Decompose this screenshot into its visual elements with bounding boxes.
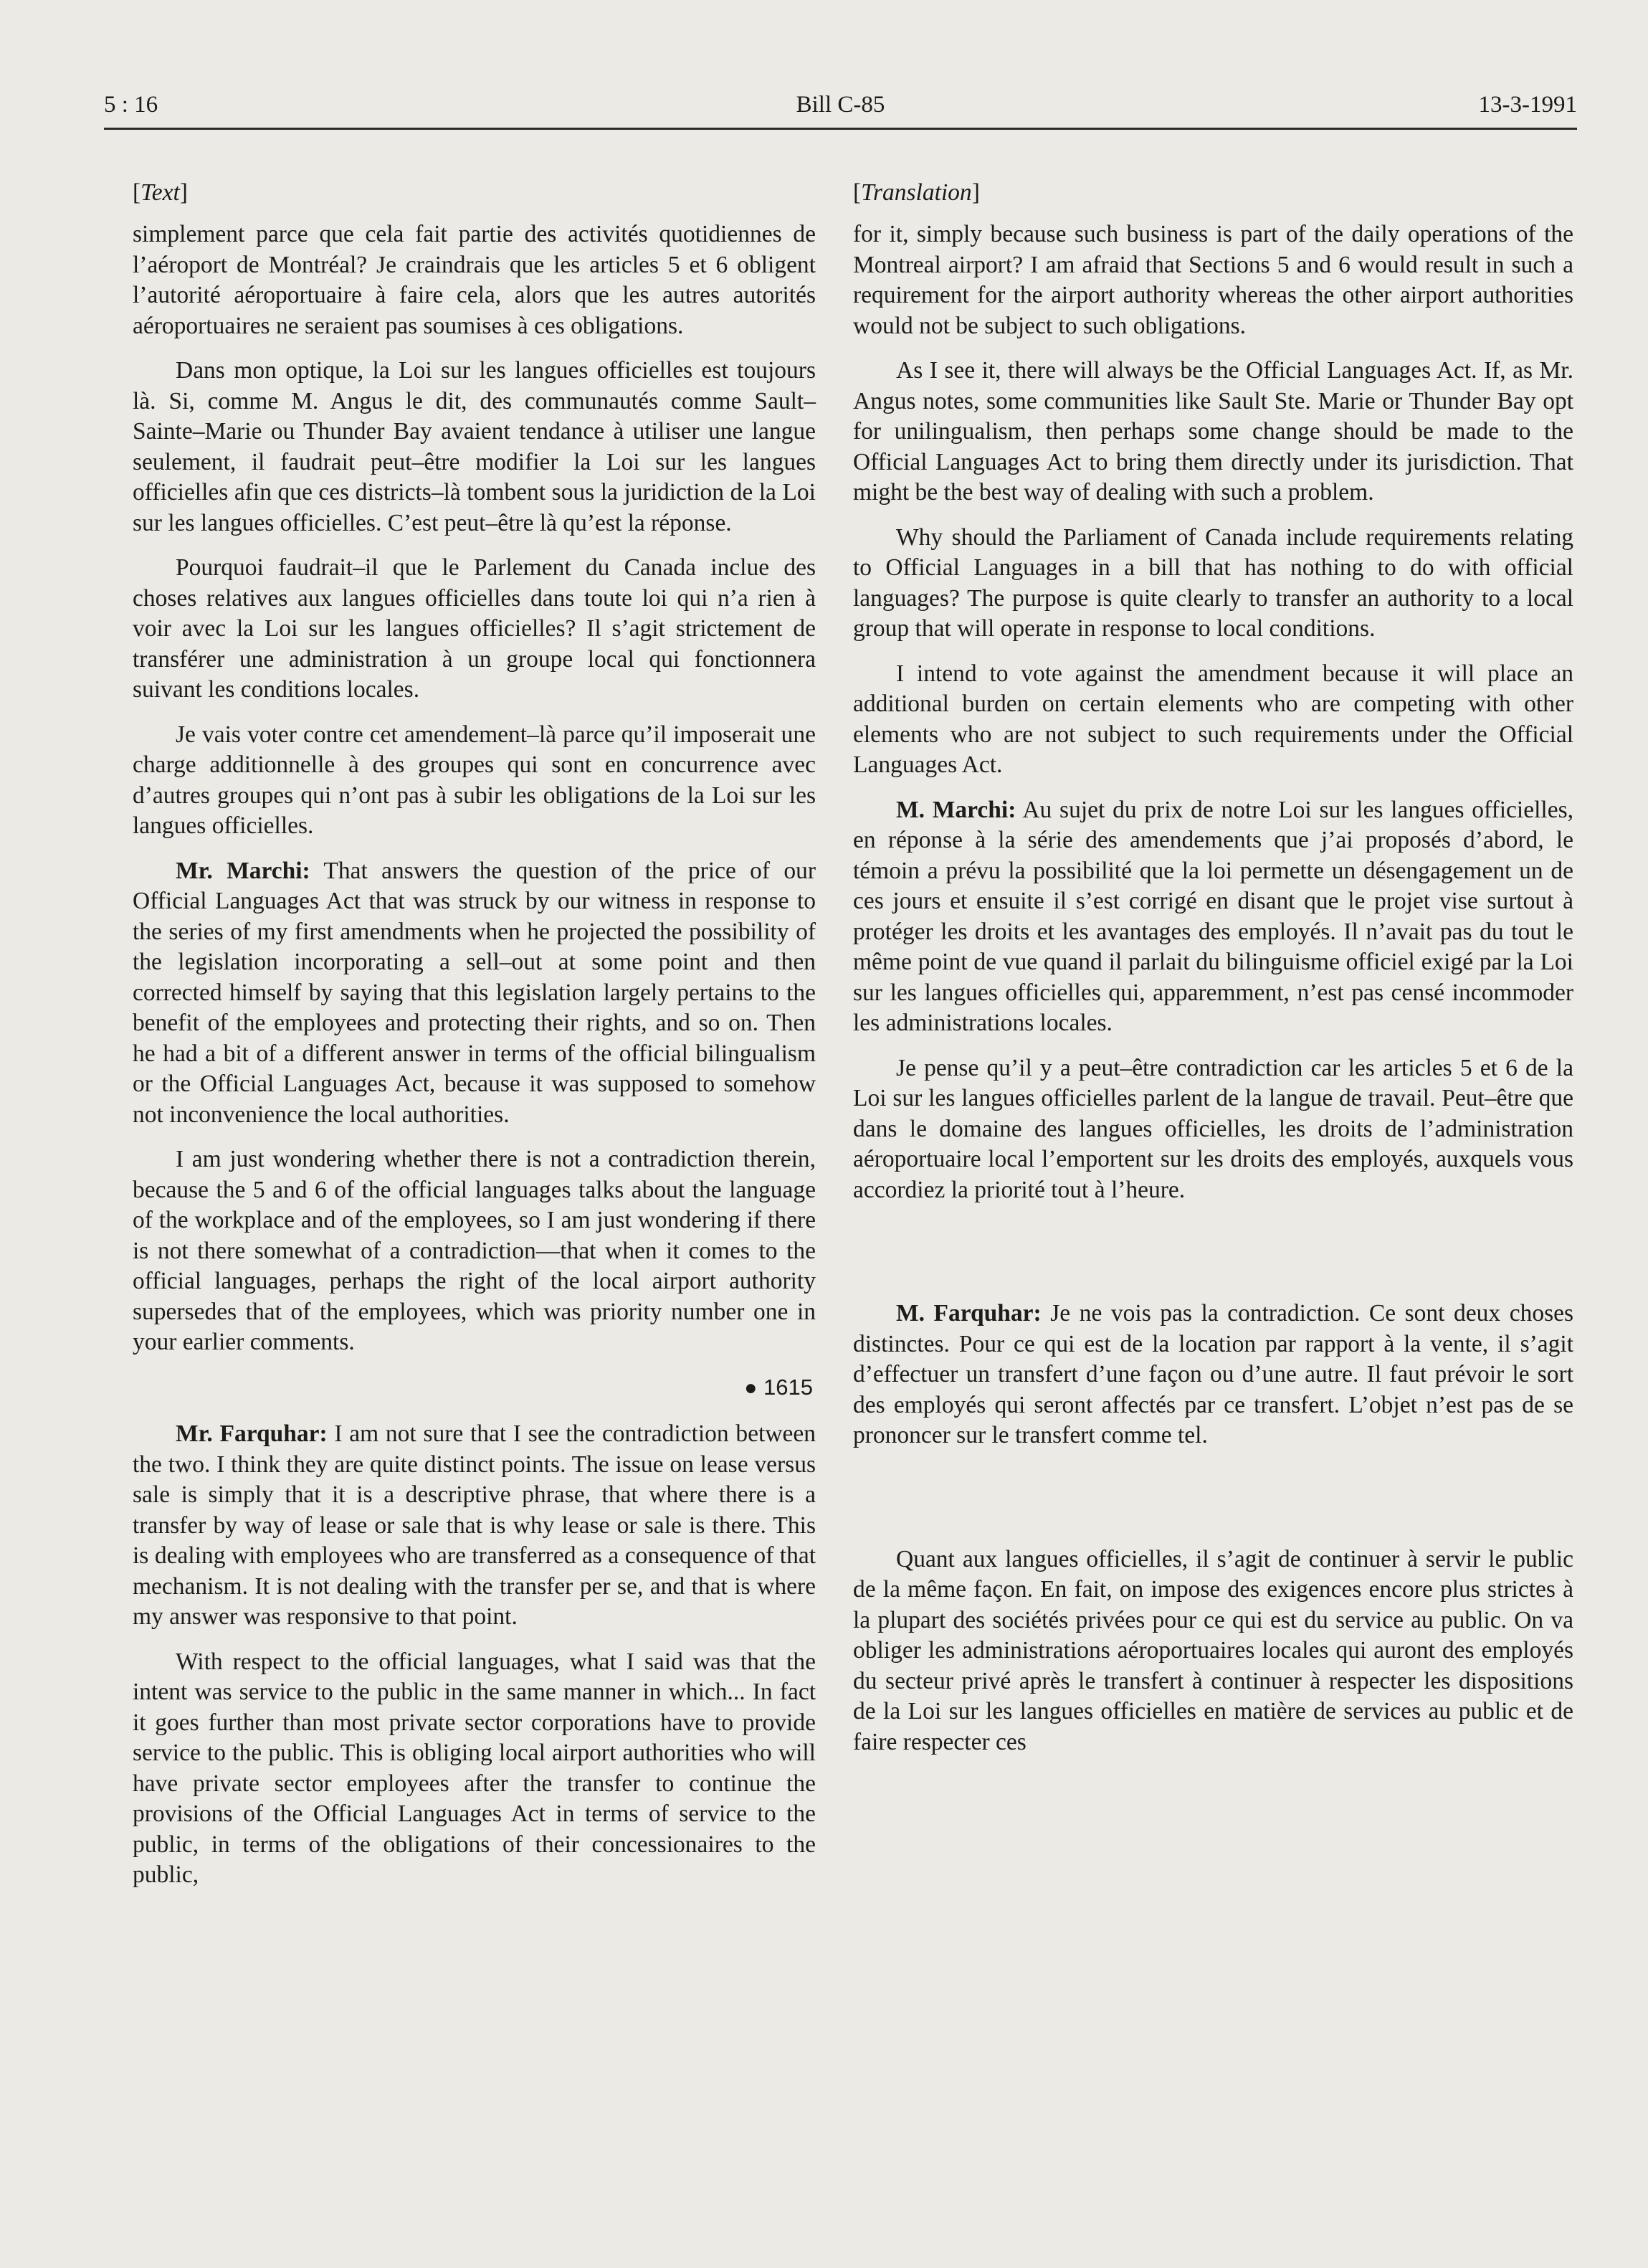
page-header (104, 85, 1577, 130)
speaker-paragraph: M. Marchi: Au sujet du prix de notre Loi sur les langues officielles, en réponse à la série des amendements que j’ai proposés d’abord, le témoin a prévu la possibilité que la loi permette un désengagement un de ces jours et ensuite il s’est corrigé en disant que le projet vise surtout à protéger les droits et les avantages des employés. Il n’avait pas du tout le même point de vue quand il parlait du bilinguisme officiel exigé par la Loi sur les langues officielles qui, apparemment, n’est pas censé incommoder les administrations locales. (853, 796, 1573, 1036)
speaker-name: Mr. Marchi: (176, 857, 310, 884)
page-number: 5 : 16 (104, 92, 158, 118)
paragraph: Why should the Parliament of Canada include requirements relating to Official Languages in a bill that has nothing to do with official languages? The purpose is quite clearly to transfer an authority to a local group that will operate in response to local conditions. (853, 523, 1573, 642)
paragraph: Dans mon optique, la Loi sur les langues officielles est toujours là. Si, comme M. Angus le dit, des communautés comme Sault–Sainte–Marie ou Thunder Bay avaient tendance à utiliser une langue seulement, il faudrait peut–être modifier la Loi sur les langues officielles afin que ces districts–là tombent sous la juridiction de la Loi sur les langues officielles. C’est peut–être là qu’est la réponse. (133, 357, 816, 536)
paragraph: Pourquoi faudrait–il que le Parlement du Canada inclue des choses relatives aux langues officielles dans toute loi qui n’a rien à voir avec la Loi sur les langues officielles? Il s’agit strictement de transférer une administration à un groupe local qui fonctionnera suivant les conditions locales. (133, 554, 816, 703)
column-label: [Text] (133, 179, 188, 206)
paragraph: for it, simply because such business is part of the daily operations of the Montreal airport? I am afraid that Sections 5 and 6 would result in such a requirement for the airport authority whereas the other airport authorities would not be subject to such obligations. (853, 221, 1573, 339)
left-column-text (133, 178, 816, 1905)
speaker-name: M. Farquhar: (896, 1300, 1042, 1327)
paragraph: As I see it, there will always be the Official Languages Act. If, as Mr. Angus notes, some communities like Sault Ste. Marie or Thunder Bay opt for unilingualism, then perhaps some change should be made to the Official Languages Act to bring them directly under its jurisdiction. That might be the best way of dealing with such a problem. (853, 357, 1573, 506)
paragraph: With respect to the official languages, what I said was that the intent was service to the public in the same manner in which... In fact it goes further than most private sector corporations have to provide service to the public. This is obliging local airport authorities who will have private sector employees after the transfer to continue the provisions of the Official Languages Act in terms of service to the public, in terms of the obligations of their concessionaires to the public, (133, 1648, 816, 1888)
column-label: [Translation] (853, 179, 980, 206)
sitting-date: 13-3-1991 (1478, 92, 1577, 118)
time-stamp: ● 1615 (744, 1374, 813, 1400)
speaker-name: M. Marchi: (896, 796, 1016, 823)
speaker-paragraph: Mr. Marchi: That answers the question of the price of our Official Languages Act that was struck by our witness in response to the series of my first amendments when he projected the possibility of the legislation incorporating a sell–out at some point and then corrected himself by saying that this legislation largely pertains to the benefit of the employees and protecting their rights, and so on. Then he had a bit of a different answer in terms of the official bilingualism or the Official Languages Act, because it was supposed to somehow not inconvenience the local authorities. (133, 857, 816, 1128)
paragraph: I intend to vote against the amendment because it will place an additional burden on certain elements who are competing with other elements who are not subject to such requirements under the Official Languages Act. (853, 660, 1573, 778)
paragraph: Je vais voter contre cet amendement–là parce qu’il imposerait une charge additionnelle à des groupes qui sont en concurrence avec d’autres groupes qui n’ont pas à subir les obligations de la Loi sur les langues officielles. (133, 721, 816, 839)
speaker-paragraph: M. Farquhar: Je ne vois pas la contradiction. Ce sont deux choses distinctes. Pour ce qui est de la location par rapport à la vente, il s’agit d’effectuer un transfert d’une façon ou d’une autre. Il faut prévoir le sort des employés qui seront affectés par ce transfert. L’objet n’est pas de se prononcer sur le transfert comme tel. (853, 1300, 1574, 1448)
paragraph: Je pense qu’il y a peut–être contradiction car les articles 5 et 6 de la Loi sur les langues officielles parlent de la langue de travail. Peut–être que dans le domaine des langues officielles, les droits de l’administration aéroportuaire local l’emportent sur les droits des employés, auxquels vous accordiez la priorité tout à l’heure. (853, 1054, 1573, 1203)
right-column-translation (853, 178, 1573, 1772)
speaker-name: Mr. Farquhar: (176, 1420, 328, 1447)
paragraph: simplement parce que cela fait partie des activités quotidiennes de l’aéroport de Montréal? Je craindrais que les articles 5 et 6 obligent l’autorité aéroportuaire à faire cela, alors que les autres autorités aéroportuaires ne seraient pas soumises à ces obligations. (133, 221, 816, 339)
paragraph: Quant aux langues officielles, il s’agit de continuer à servir le public de la même façon. En fait, on impose des exigences encore plus strictes à la plupart des sociétés privées pour ce qui est du service au public. On va obliger les administrations aéroportuaires locales qui auront des employés du secteur privé après le transfert à continuer à respecter les dispositions de la Loi sur les langues officielles en matière de services au public et de faire respecter ces (853, 1545, 1573, 1755)
speaker-paragraph: Mr. Farquhar: I am not sure that I see the contradiction between the two. I think they are quite distinct points. The issue on lease versus sale is simply that it is a descriptive phrase, that where there is a transfer by way of lease or sale that is why lease or sale is there. This is dealing with employees who are transferred as a consequence of that mechanism. It is not dealing with the transfer per se, and that is where my answer was responsive to that point. (133, 1420, 816, 1630)
document-title: Bill C-85 (796, 92, 885, 118)
bullet-icon: ● (744, 1375, 758, 1400)
paragraph: I am just wondering whether there is not a contradiction therein, because the 5 and 6 of the official languages talks about the language of the workplace and of the employees, so I am just wondering if there is not there somewhat of a contradiction—that when it comes to the official languages, perhaps the right of the local airport authority supersedes that of the employees, which was priority number one in your earlier comments. (133, 1146, 816, 1355)
